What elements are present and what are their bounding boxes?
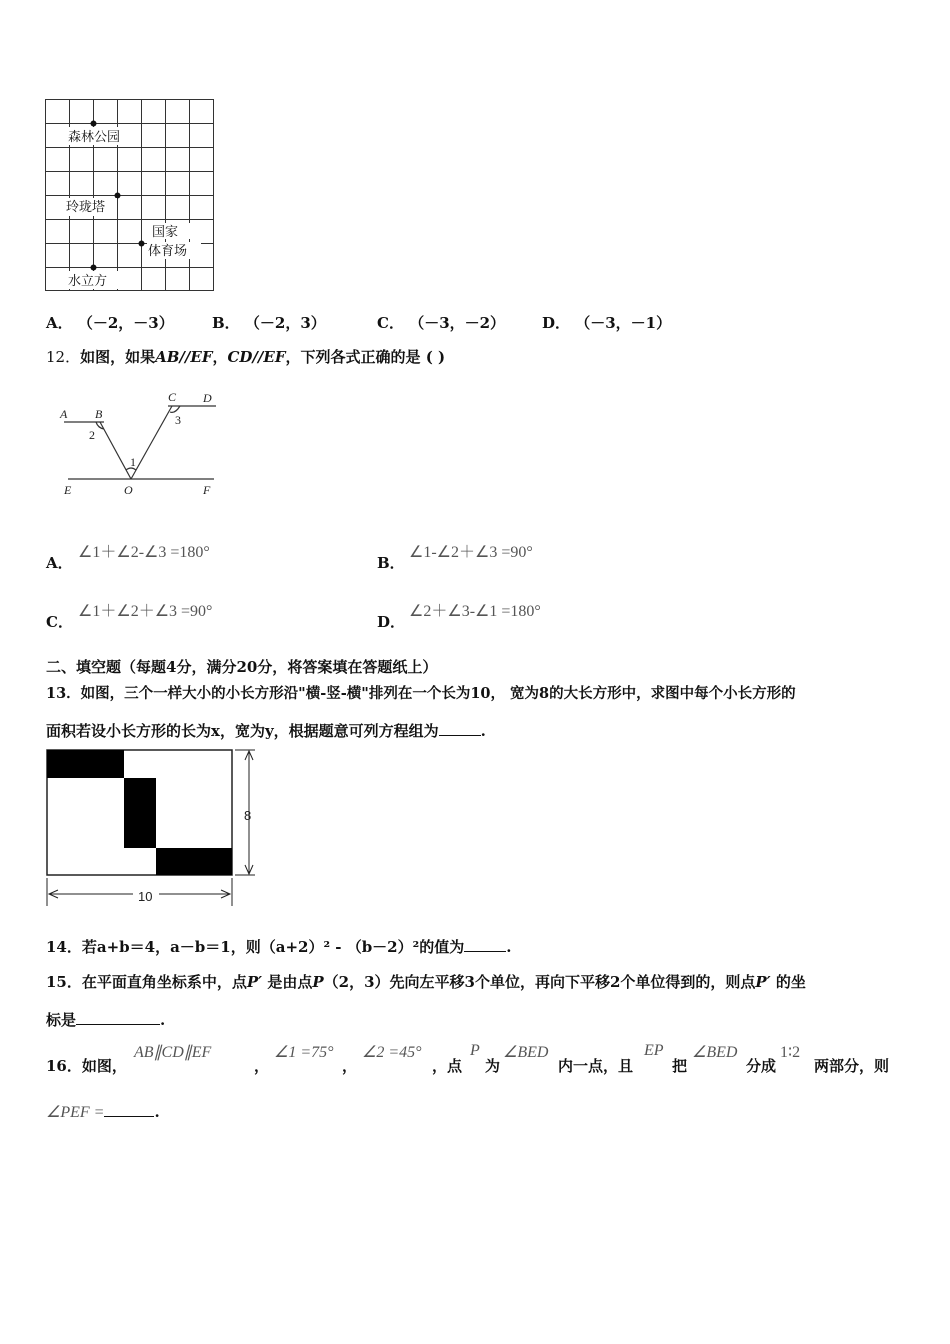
q15-line1-a: 15．在平面直角坐标系中，点 bbox=[46, 973, 247, 991]
q11-option-b-label: B． bbox=[212, 314, 240, 332]
q15-line2-end: . bbox=[160, 1011, 166, 1029]
q12-label-o: O bbox=[124, 483, 133, 497]
map-grid-figure bbox=[45, 99, 215, 292]
map-label-forest-park: 森林公园 bbox=[68, 130, 121, 145]
q15-p-prime: P′ bbox=[246, 973, 263, 991]
q15-line-2 bbox=[46, 1009, 165, 1030]
q16-f3: ∠2 =45° bbox=[362, 1044, 422, 1061]
q11-option-c-label: C． bbox=[377, 314, 404, 332]
q16-a: 16．如图， bbox=[46, 1057, 127, 1075]
q16-f5: ∠BED bbox=[503, 1044, 549, 1061]
q12-option-a-label[interactable]: A． bbox=[46, 554, 73, 572]
q13-small-rect-middle bbox=[124, 778, 156, 848]
map-label-national: 国家 bbox=[152, 225, 179, 240]
q13-small-rect-bottom bbox=[156, 848, 232, 875]
map-label-water-cube: 水立方 bbox=[68, 274, 108, 289]
q16-c8: 两部分，则 bbox=[814, 1057, 890, 1075]
q12-option-c-label[interactable]: C． bbox=[46, 613, 73, 631]
q12-option-a-formula: ∠1＋∠2-∠3 =180° bbox=[78, 544, 210, 561]
q12-option-b-formula: ∠1-∠2＋∠3 =90° bbox=[409, 544, 533, 561]
q12-label-b: B bbox=[95, 407, 103, 421]
q13-answer-blank[interactable] bbox=[439, 721, 481, 736]
q12-stem bbox=[46, 346, 445, 367]
q12-angle-1: 1 bbox=[130, 455, 136, 469]
q14-line bbox=[46, 936, 511, 957]
q11-option-d-text: （－3，－1） bbox=[575, 314, 672, 332]
q11-option-a[interactable] bbox=[46, 312, 174, 333]
q14-end: . bbox=[506, 938, 512, 956]
q12-label-d: D bbox=[203, 391, 212, 405]
q12-option-d-label[interactable]: D． bbox=[377, 613, 406, 631]
q12-label-a: A bbox=[60, 407, 68, 421]
q16-f8: 1∶2 bbox=[780, 1044, 801, 1061]
q12-angle-2: 2 bbox=[89, 428, 95, 442]
q13-rectangle-figure bbox=[45, 748, 260, 908]
q16-f6: EP bbox=[644, 1042, 664, 1059]
q16-c4: 为 bbox=[485, 1057, 501, 1075]
q16-f4: P bbox=[470, 1042, 480, 1059]
q16-end: . bbox=[154, 1103, 160, 1121]
q16-answer-blank[interactable] bbox=[104, 1102, 154, 1117]
q15-line2-text: 标是 bbox=[46, 1011, 77, 1029]
q13-line-2 bbox=[46, 720, 486, 741]
q16-c2: ， bbox=[342, 1057, 358, 1075]
q13-line-2-text: 面积若设小长方形的长为x，宽为y，根据题意可列方程组为 bbox=[46, 722, 439, 740]
forest-park-point bbox=[91, 121, 97, 127]
q16-f7: ∠BED bbox=[692, 1044, 738, 1061]
q12-number: 12． bbox=[46, 348, 81, 366]
q12-parallel-lines-figure bbox=[58, 388, 220, 500]
q15-line-1 bbox=[46, 971, 806, 992]
q12-text-b: ，下列各式正确的是 ( ) bbox=[285, 348, 446, 366]
q16-f2: ∠1 =75° bbox=[274, 1044, 334, 1061]
stadium-point bbox=[139, 241, 145, 247]
q11-option-a-text: （－2，－3） bbox=[77, 314, 174, 332]
map-label-linglong-tower: 玲珑塔 bbox=[66, 200, 106, 215]
q12-text-a: 如图，如果 bbox=[80, 348, 156, 366]
q15-line1-c: （2，3）先向左平移3个单位，再向下平移2个单位得到的，则点 bbox=[323, 973, 756, 991]
q12-option-b-label[interactable]: B． bbox=[377, 554, 405, 572]
q11-option-b-text: （－2，3） bbox=[244, 314, 326, 332]
q11-option-b[interactable] bbox=[212, 312, 326, 333]
q13-width-label: 10 bbox=[138, 889, 153, 904]
q12-option-c-formula: ∠1＋∠2＋∠3 =90° bbox=[78, 603, 213, 620]
q16-f9: ∠PEF = bbox=[46, 1104, 105, 1121]
section-2-title: 二、填空题（每题4分，满分20分，将答案填在答题纸上） bbox=[46, 658, 438, 676]
q12-label-f: F bbox=[203, 483, 211, 497]
q15-line1-b: 是由点 bbox=[267, 973, 313, 991]
q12-cond2: CD//EF bbox=[227, 348, 286, 366]
q16-f1: AB∥CD∥EF bbox=[134, 1044, 212, 1061]
q11-option-c[interactable] bbox=[377, 312, 505, 333]
q15-p: P bbox=[312, 973, 324, 991]
q16-c5: 内一点，且 bbox=[558, 1057, 634, 1075]
q15-p-prime-2: P′ bbox=[755, 973, 771, 991]
q12-label-e: E bbox=[64, 483, 72, 497]
q13-height-label: 8 bbox=[244, 808, 252, 823]
q16-c1: ， bbox=[254, 1057, 270, 1075]
q12-angle-3: 3 bbox=[175, 413, 181, 427]
q14-text: 14．若a+b＝4，a－b＝1，则（a+2）² - （b－2）²的值为 bbox=[46, 938, 465, 956]
q11-option-a-label: A． bbox=[46, 314, 73, 332]
q12-label-c: C bbox=[168, 390, 177, 404]
q16-c6: 把 bbox=[672, 1057, 688, 1075]
q11-option-d[interactable] bbox=[542, 312, 671, 333]
q12-option-d-formula: ∠2＋∠3-∠1 =180° bbox=[409, 603, 541, 620]
q15-answer-blank[interactable] bbox=[76, 1010, 160, 1025]
q15-line1-d: 的坐 bbox=[775, 973, 806, 991]
water-cube-point bbox=[91, 265, 97, 271]
linglong-tower-point bbox=[115, 193, 121, 199]
q12-sep: ， bbox=[212, 348, 228, 366]
map-label-stadium: 体育场 bbox=[148, 244, 188, 259]
q12-cond1: AB//EF bbox=[155, 348, 213, 366]
q16-c3: ，点 bbox=[432, 1057, 463, 1075]
q14-answer-blank[interactable] bbox=[464, 937, 506, 952]
q11-option-d-label: D． bbox=[542, 314, 571, 332]
q16-line-1 bbox=[46, 1042, 916, 1082]
q13-small-rect-top bbox=[47, 750, 124, 778]
q16-c7: 分成 bbox=[746, 1057, 777, 1075]
q16-line-2 bbox=[46, 1102, 160, 1122]
q13-line-2-end: . bbox=[480, 722, 486, 740]
q11-option-c-text: （－3，－2） bbox=[409, 314, 506, 332]
q13-line-1: 13．如图，三个一样大小的小长方形沿"横-竖-横"排列在一个长为10， 宽为8的大长方形中，求图中每个小长方形的 bbox=[46, 685, 796, 702]
